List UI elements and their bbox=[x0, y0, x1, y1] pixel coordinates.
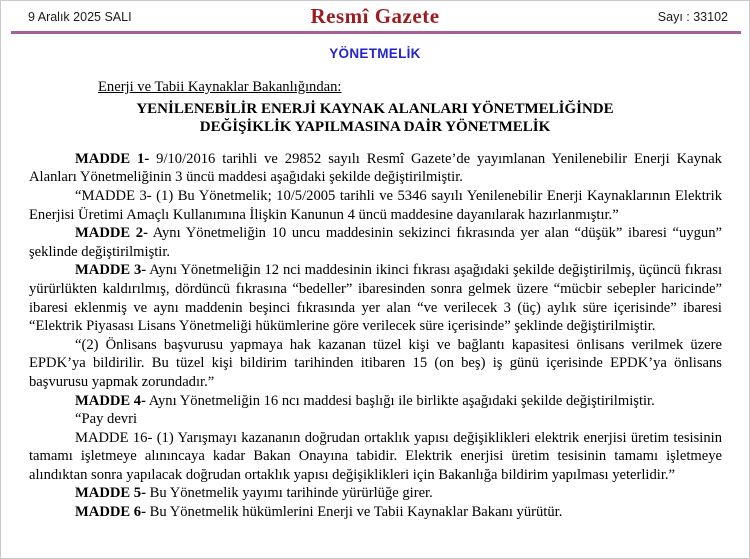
article-number: MADDE 6- bbox=[75, 504, 146, 521]
paragraph: MADDE 4- Aynı Yönetmeliğin 16 ncı maddesi başlığı ile birlikte aşağıdaki şekilde değiştirilmiştir. bbox=[75, 392, 655, 409]
paragraph: “Pay devri bbox=[75, 411, 138, 428]
paragraph: MADDE 1- 9/10/2016 tarihli ve 29852 sayılı Resmî Gazete’de yayımlanan Yenilenebilir Enerji Kaynak Alanları Yönetmeliğinin 3 üncü maddesi aşağıdaki şekilde değiştirilmiştir. bbox=[29, 150, 722, 186]
paragraph: MADDE 3- Aynı Yönetmeliğin 12 nci maddesinin ikinci fıkrası aşağıdaki şekilde değiştirilmiş, üçüncü fıkrası yürürlükten kaldırılmış, dördüncü fıkrasına “bedeller” ibaresinden sonra gelmek üzere “mücbir sebepler haricinde” ibaresi eklenmiş ve aynı maddenin beşinci fıkrasında yer alan “ve verilecek 3 (üç) aylık süre içerisinde” ibaresi “Elektrik Piyasası Lisans Yönetmeliği hükümlerine göre verilecek süre içerisinde” şeklinde değiştirilmiştir. bbox=[29, 262, 722, 335]
paragraph: MADDE 5- Bu Yönetmelik yayımı tarihinde yürürlüğe girer. bbox=[75, 485, 433, 502]
article-number: MADDE 1- bbox=[75, 150, 150, 167]
article-number: MADDE 4- bbox=[75, 392, 146, 409]
paragraph: MADDE 2- Aynı Yönetmeliğin 10 uncu maddesinin sekizinci fıkrasında yer alan “düşük” ibaresi “uygun” şeklinde değiştirilmiştir. bbox=[29, 225, 722, 260]
paragraph: MADDE 16- (1) Yarışmayı kazananın doğrudan ortaklık yapısı değişiklikleri elektrik enerjisi üretim tesisinin tamamı işletmeye alınıncaya kadar Bakan Onayına tabidir. Elektrik enerjisi üretim tesisinin tamamı işletmeye alındıktan sonra yapılacak doğrudan ortaklık yapısı değişiklikleri için Bakanlığa bildirim yapılması yeterlidir.” bbox=[29, 429, 722, 483]
regulation-title-line2: DEĞİŞİKLİK YAPILMASINA DAİR YÖNETMELİK bbox=[199, 119, 551, 136]
document-body bbox=[29, 150, 722, 522]
paragraph: MADDE 6- Bu Yönetmelik hükümlerini Enerji ve Tabii Kaynaklar Bakanı yürütür. bbox=[75, 504, 563, 521]
article-number: MADDE 5- bbox=[75, 485, 146, 502]
article-number: MADDE 2- bbox=[75, 225, 148, 242]
gazette-header bbox=[1, 1, 749, 31]
section-heading: YÖNETMELİK bbox=[329, 46, 421, 61]
header-divider-rule bbox=[11, 31, 741, 34]
gazette-date: 9 Aralık 2025 SALI bbox=[28, 10, 132, 24]
article-number: MADDE 3- bbox=[75, 262, 147, 279]
paragraph: “MADDE 3- (1) Bu Yönetmelik; 10/5/2005 tarihli ve 5346 sayılı Yenilenebilir Enerji Kaynaklarının Elektrik Enerjisi Üretimi Amaçlı Kullanımına İlişkin Kanunun 4 üncü maddesine dayanılarak hazırlanmıştır.” bbox=[29, 187, 722, 223]
gazette-issue-number: Sayı : 33102 bbox=[657, 10, 728, 24]
issuing-ministry: Enerji ve Tabii Kaynaklar Bakanlığından: bbox=[98, 79, 342, 95]
regulation-title bbox=[1, 100, 749, 137]
regulation-title-line1: YENİLENEBİLİR ENERJİ KAYNAK ALANLARI YÖNETMELİĞİNDE bbox=[136, 100, 614, 117]
paragraph: “(2) Önlisans başvurusu yapmaya hak kazanan tüzel kişi ve bağlantı kapasitesi önlisans verilmek üzere EPDK’ya bildirilir. Bu tüzel kişi bildirim tarihinden itibaren 15 (on beş) iş günü içerisinde EPDK’ya önlisans başvurusu yapmak zorundadır.” bbox=[29, 336, 722, 390]
gazette-title: Resmî Gazete bbox=[310, 4, 440, 28]
